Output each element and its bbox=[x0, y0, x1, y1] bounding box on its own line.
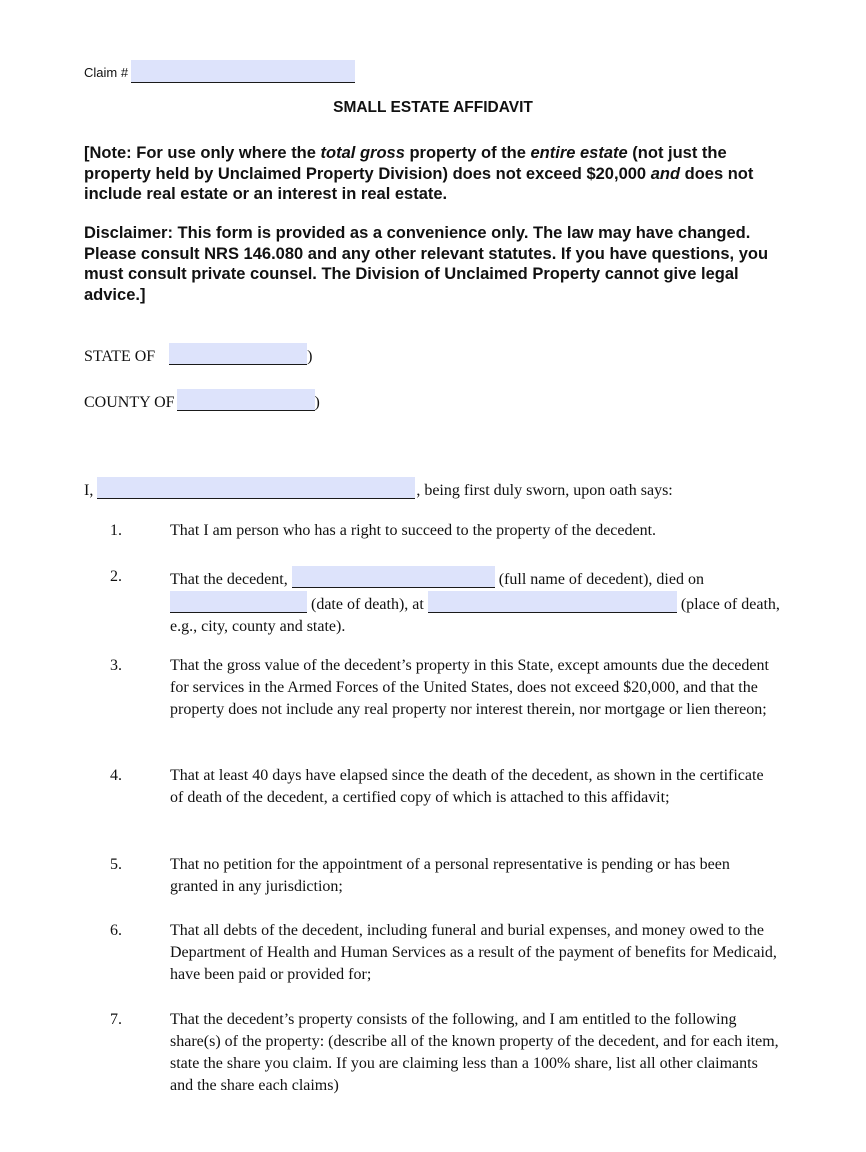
oath-prefix: I, bbox=[84, 482, 94, 499]
county-line bbox=[84, 389, 320, 412]
state-field[interactable] bbox=[169, 343, 307, 365]
item-text: That all debts of the decedent, including funeral and burial expenses, and money owed to the Department of Health and Human Services as a result of the payment of benefits for Medicaid, have been paid or provided for; bbox=[170, 922, 777, 983]
item-text: That no petition for the appointment of a personal representative is pending or has been granted in any jurisdiction; bbox=[170, 856, 730, 895]
item-number: 4. bbox=[110, 767, 122, 784]
item-number: 5. bbox=[110, 856, 122, 873]
claim-number-field[interactable] bbox=[131, 60, 355, 83]
item-text: That at least 40 days have elapsed since the death of the decedent, as shown in the certificate of death of the decedent, a certified copy of which is attached to this affidavit; bbox=[170, 767, 764, 806]
item-text bbox=[170, 566, 780, 638]
note-text-3: (not just the property held by Unclaimed Property Division) does not exceed $20,000 bbox=[84, 144, 727, 183]
note-paragraph bbox=[84, 143, 784, 205]
date-of-death-field[interactable] bbox=[170, 591, 307, 613]
state-paren: ) bbox=[307, 348, 313, 365]
item-2-text-4: (place of death, e.g., city, county and state). bbox=[170, 596, 780, 635]
note-emphasis-1: total gross bbox=[320, 144, 405, 162]
item-2-text-1: That the decedent, bbox=[170, 571, 292, 588]
county-label: COUNTY OF bbox=[84, 394, 175, 411]
county-field[interactable] bbox=[177, 389, 315, 411]
item-2-text-3: (date of death), at bbox=[311, 596, 428, 613]
item-number: 6. bbox=[110, 922, 122, 939]
item-text: That I am person who has a right to succeed to the property of the decedent. bbox=[170, 522, 657, 539]
claim-number-line bbox=[84, 60, 355, 83]
item-number: 3. bbox=[110, 657, 122, 674]
item-text: That the gross value of the decedent’s property in this State, except amounts due the decedent for services in the Armed Forces of the United States, does not exceed $20,000, and that the property does not include any real property nor interest therein, nor mortgage or lien thereon; bbox=[170, 657, 769, 718]
claim-label: Claim # bbox=[84, 65, 129, 80]
state-label: STATE OF bbox=[84, 348, 156, 365]
item-2-text-2: (full name of decedent), died on bbox=[498, 571, 704, 588]
note-text-4: does not include real estate or an interest in real estate. bbox=[84, 164, 754, 203]
item-number: 7. bbox=[110, 1011, 122, 1028]
oath-line bbox=[84, 477, 673, 500]
item-text: That the decedent’s property consists of the following, and I am entitled to the following share(s) of the property: (describe all of the known property of the decedent, and for each item, state the share you claim. If you are claiming less than a 100% share, list all other claimants and the share each claims) bbox=[170, 1011, 779, 1094]
note-emphasis-3: and bbox=[650, 164, 681, 183]
state-line bbox=[84, 343, 313, 366]
note-text-2: property of the bbox=[404, 144, 531, 162]
item-number: 2. bbox=[110, 568, 122, 585]
item-number: 1. bbox=[110, 522, 122, 539]
decedent-name-field[interactable] bbox=[292, 566, 495, 588]
place-of-death-field[interactable] bbox=[428, 591, 677, 613]
oath-suffix: , being first duly sworn, upon oath says: bbox=[416, 482, 673, 499]
county-paren: ) bbox=[314, 394, 320, 411]
disclaimer-paragraph: Disclaimer: This form is provided as a convenience only. The law may have changed. Please consult NRS 146.080 and any other relevant statutes. If you have questions, you must consult private counsel. The Division of Unclaimed Property cannot give legal advice.] bbox=[84, 224, 769, 304]
affiant-name-field[interactable] bbox=[97, 477, 415, 499]
note-text-1: [Note: For use only where the bbox=[84, 144, 321, 162]
note-emphasis-2: entire estate bbox=[530, 144, 628, 162]
document-title: SMALL ESTATE AFFIDAVIT bbox=[333, 99, 533, 116]
